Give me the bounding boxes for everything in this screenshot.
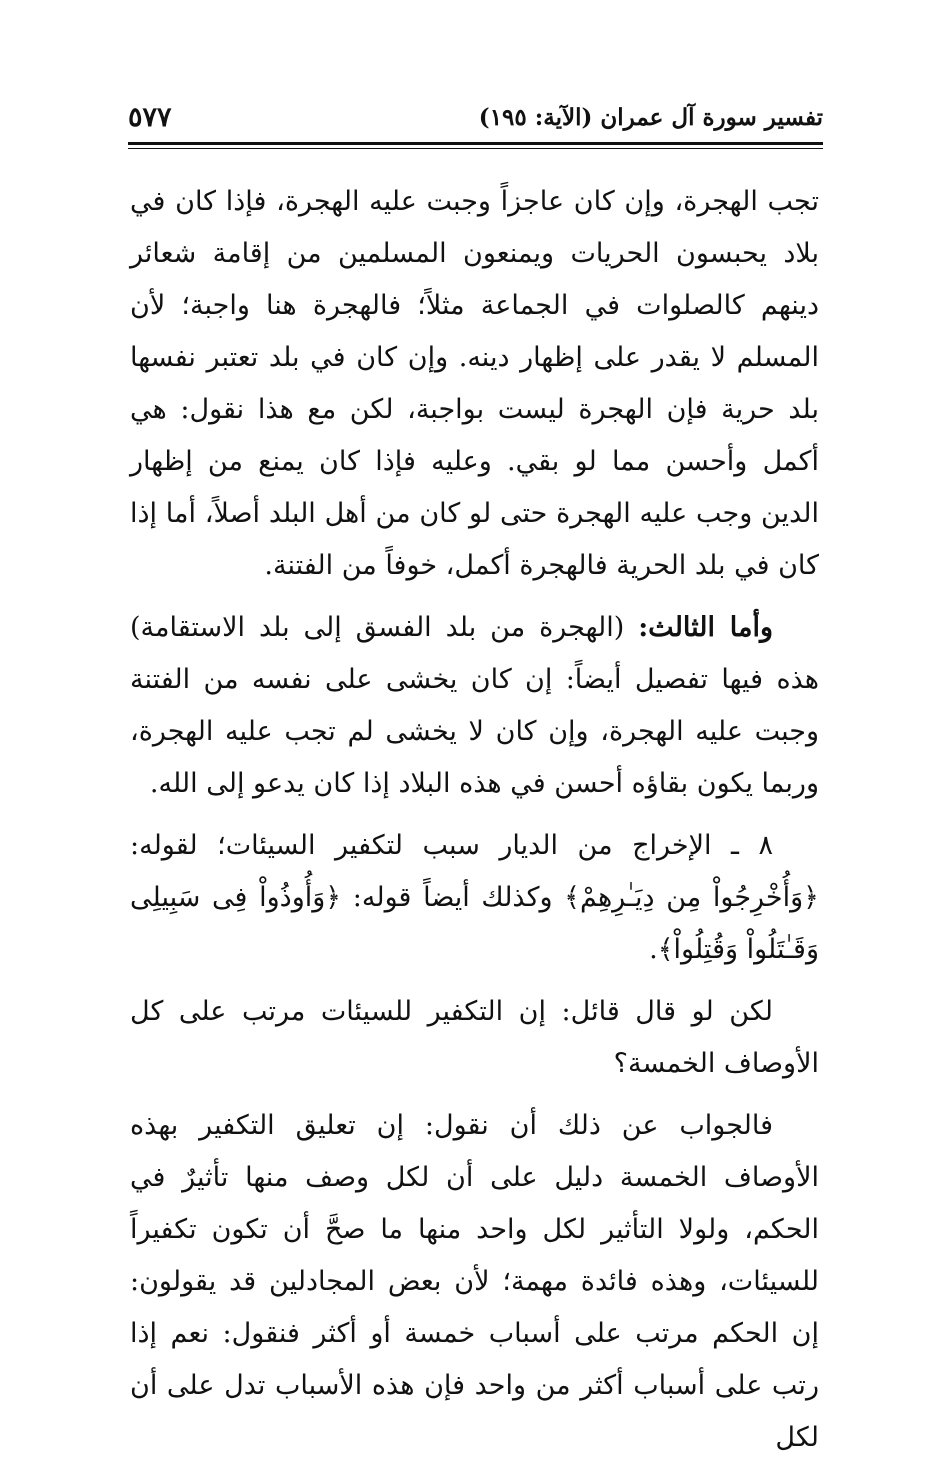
body-text (130, 176, 819, 1464)
third-case-text: (الهجرة من بلد الفسق إلى بلد الاستقامة) هذه فيها تفصيل أيضاً: إن كان يخشى على نفسه من الفتنة وجبت عليه الهجرة، وإن كان لا يخشى لم تجب عليه الهجرة، وربما يكون بقاؤه أحسن في هذه البلاد إذا كان يدعو إلى الله. (130, 612, 819, 799)
paragraph-point-8 (130, 820, 819, 976)
header-rule-thick (128, 142, 823, 145)
point-8-text-c: . (649, 934, 658, 965)
running-title: تفسير سورة آل عمران (الآية: ١٩٥) (478, 104, 823, 131)
paragraph-third-case (130, 602, 819, 810)
point-8-text-b: وكذلك أيضاً قوله: (341, 882, 565, 913)
third-case-lead: وأما الثالث: (638, 612, 774, 643)
page-header (128, 100, 823, 140)
paragraph-answer: فالجواب عن ذلك أن نقول: إن تعليق التكفير بهذه الأوصاف الخمسة دليل على أن لكل وصف منها تأثيرٌ في الحكم، ولولا التأثير لكل واحد منها ما صحَّ أن تكون تكفيراً للسيئات، وهذه فائدة مهمة؛ لأن بعض المجادلين قد يقولون: إن الحكم مرتب على أسباب خمسة أو أكثر فنقول: نعم إذا رتب على أسباب أكثر من واحد فإن هذه الأسباب تدل على أن لكل (130, 1110, 819, 1453)
quran-verse-2: ﴿وَأُوذُواْ فِى سَبِيلِى وَقَـٰتَلُواْ وَقُتِلُواْ﴾ (130, 882, 819, 965)
paragraph-objection: لكن لو قال قائل: إن التكفير للسيئات مرتب على كل الأوصاف الخمسة؟ (130, 996, 819, 1079)
header-rule-thin (128, 148, 823, 149)
quran-verse-1: ﴿وَأُخْرِجُواْ مِن دِيَـٰرِهِمْ﴾ (564, 882, 819, 913)
page-number: ٥٧٧ (128, 102, 172, 133)
point-8-text-a: ٨ ـ الإخراج من الديار سبب لتكفير السيئات؛ لقوله: (130, 830, 773, 861)
paragraph-hijra-obligation: تجب الهجرة، وإن كان عاجزاً وجبت عليه الهجرة، فإذا كان في بلاد يحبسون الحريات ويمنعون المسلمين من إقامة شعائر دينهم كالصلوات في الجماعة مثلاً؛ فالهجرة هنا واجبة؛ لأن المسلم لا يقدر على إظهار دينه. وإن كان في بلد تعتبر نفسها بلد حرية فإن الهجرة ليست بواجبة، لكن مع هذا نقول: هي أكمل وأحسن مما لو بقي. وعليه فإذا كان يمنع من إظهار الدين وجب عليه الهجرة حتى لو كان من أهل البلد أصلاً، أما إذا كان في بلد الحرية فالهجرة أكمل، خوفاً من الفتنة. (130, 186, 819, 581)
